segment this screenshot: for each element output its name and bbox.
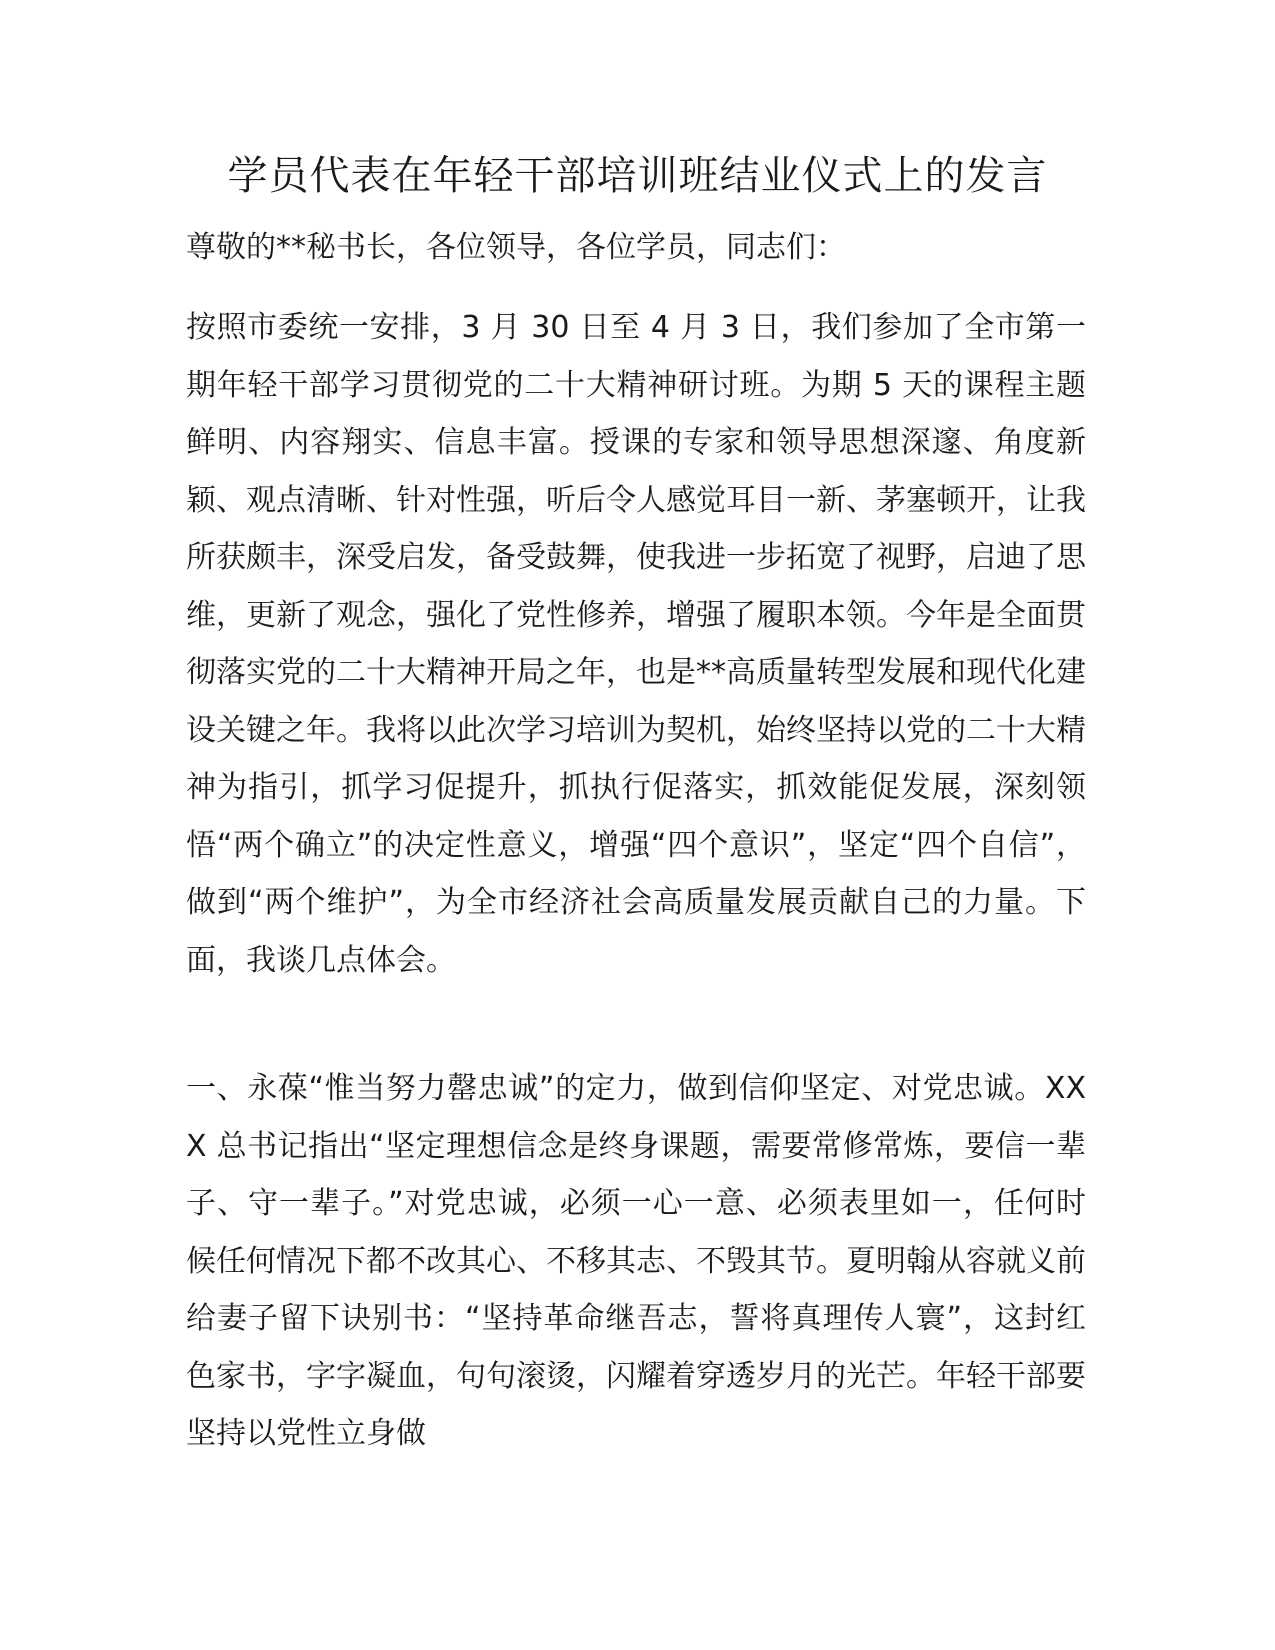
body-paragraph: 一、永葆“惟当努力罄忠诚”的定力，做到信仰坚定、对党忠诚。XXX 总书记指出“坚定理想信念是终身课题，需要常修常炼，要信一辈子、守一辈子。”对党忠诚，必须一心一意、必须表里如一，任何时候任何情况下都不改其心、不移其志、不毁其节。夏明翰从容就义前给妻子留下诀别书：“坚持革命继吾志，誓将真理传人寰”，这封红色家书，字字凝血，句句滚烫，闪耀着穿透岁月的光芒。年轻干部要坚持以党性立身做: [186, 1071, 1086, 1451]
document-title: 学员代表在年轻干部培训班结业仪式上的发言: [227, 153, 1048, 199]
greeting-line: 尊敬的**秘书长，各位领导，各位学员，同志们：: [186, 230, 846, 265]
body-paragraph: 按照市委统一安排，3 月 30 日至 4 月 3 日，我们参加了全市第一期年轻干部学习贯彻党的二十大精神研讨班。为期 5 天的课程主题鲜明、内容翔实、信息丰富。授课的专家和领导思想深邃、角度新颖、观点清晰、针对性强，听后令人感觉耳目一新、茅塞顿开，让我所获颇丰，深受启发，备受鼓舞，使我进一步拓宽了视野，启迪了思维，更新了观念，强化了党性修养，增强了履职本领。今年是全面贯彻落实党的二十大精神开局之年，也是**高质量转型发展和现代化建设关键之年。我将以此次学习培训为契机，始终坚持以党的二十大精神为指引，抓学习促提升，抓执行促落实，抓效能促发展，深刻领悟“两个确立”的决定性意义，增强“四个意识”，坚定“四个自信”，做到“两个维护”，为全市经济社会高质量发展贡献自己的力量。下面，我谈几点体会。: [186, 310, 1086, 978]
